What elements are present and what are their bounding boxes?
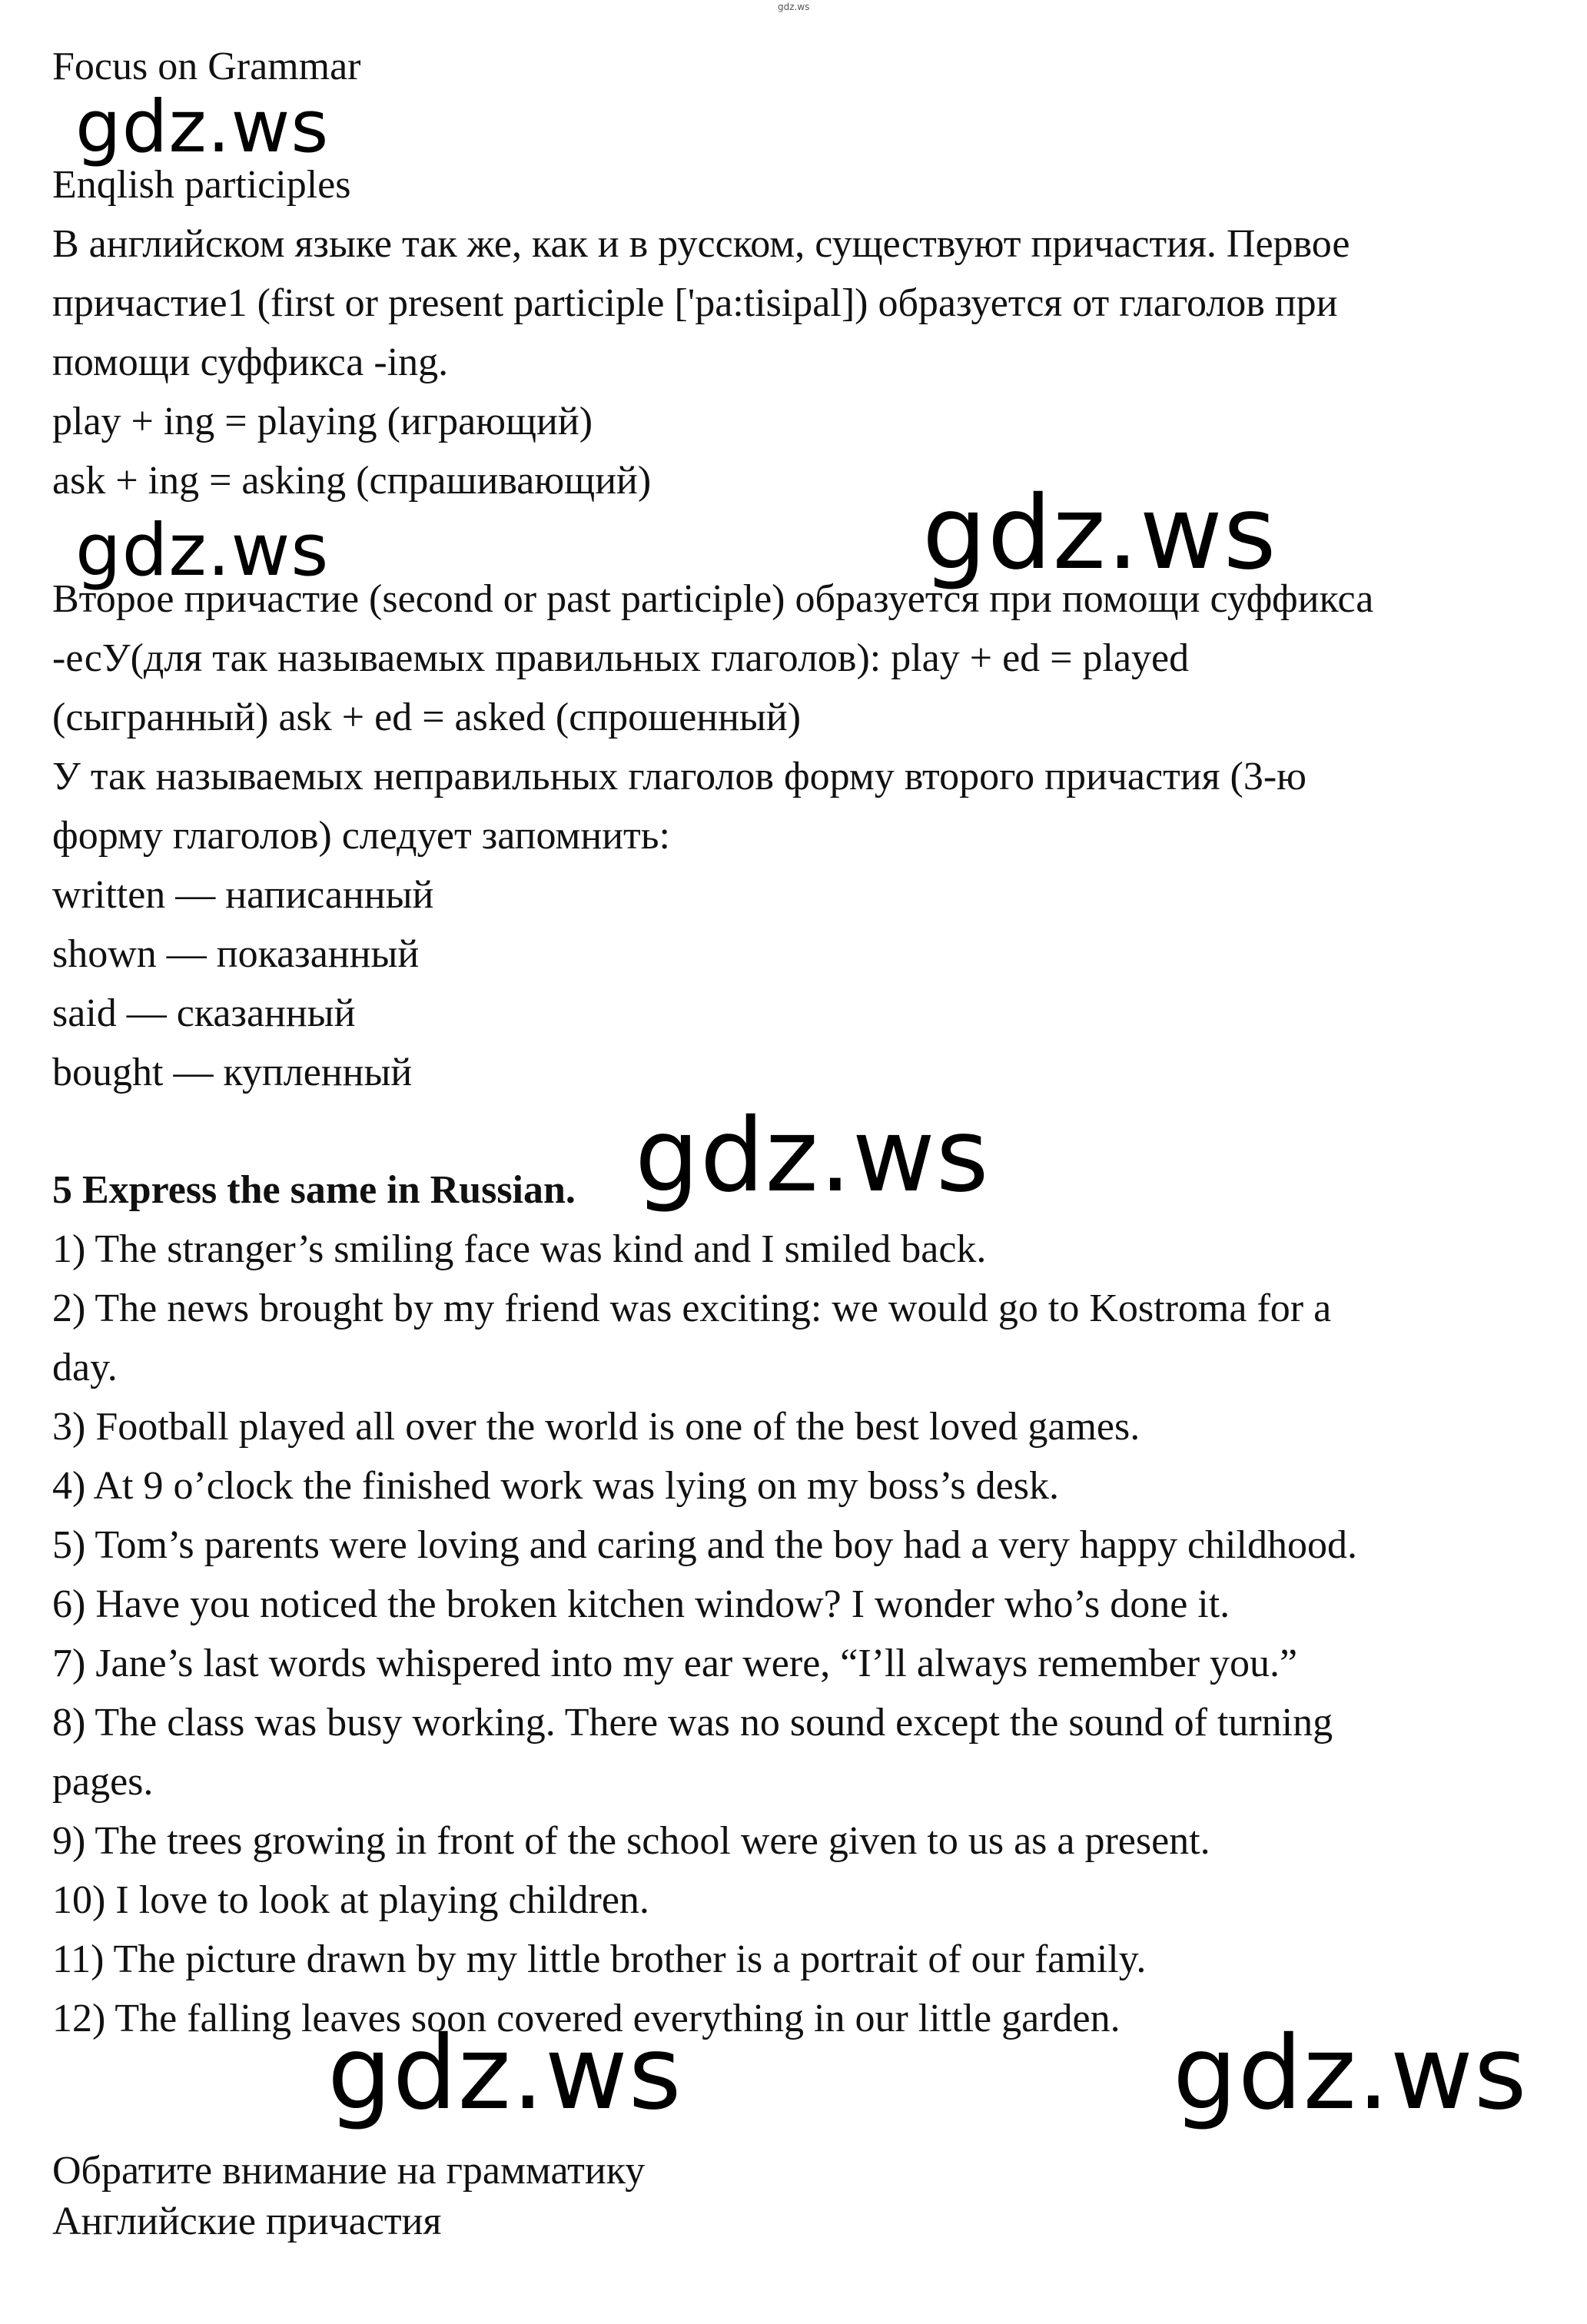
- intro-line: В английском языке так же, как и в русском, существуют причастия. Первое: [52, 222, 1350, 266]
- example-line: ask + ing = asking (спрашивающий): [52, 459, 652, 503]
- second-participle-line: (сыгранный) ask + ed = asked (спрошенный): [52, 696, 802, 739]
- exercise-line: 12) The falling leaves soon covered everything in our little garden.: [52, 1997, 1121, 2040]
- exercise-line: 8) The class was busy working. There was no sound except the sound of turning: [52, 1701, 1333, 1745]
- irregular-verb: shown — показанный: [52, 932, 420, 976]
- second-participle-line: У так называемых неправильных глаголов форму второго причастия (3-ю: [52, 755, 1307, 798]
- intro-line: помощи суффикса -ing.: [52, 340, 449, 384]
- exercise-line: 2) The news brought by my friend was exciting: we would go to Kostroma for a: [52, 1286, 1332, 1330]
- exercise-line: 3) Football played all over the world is one of the best loved games.: [52, 1405, 1140, 1449]
- footer-line: Обратите внимание на грамматику: [52, 2149, 646, 2193]
- watermark: gdz.ws: [75, 85, 330, 169]
- irregular-verb: written — написанный: [52, 873, 434, 917]
- irregular-verb: said — сказанный: [52, 991, 356, 1035]
- exercise-line: 9) The trees growing in front of the school were given to us as a present.: [52, 1819, 1210, 1863]
- exercise-line: 5) Tom’s parents were loving and caring and the boy had a very happy childhood.: [52, 1523, 1357, 1567]
- grammar-heading: Focus on Grammar: [52, 45, 361, 88]
- exercise-title: 5 Express the same in Russian.: [52, 1168, 576, 1212]
- participles-heading: Enqlish participles: [52, 163, 351, 207]
- footer-line: Английские причастия: [52, 2200, 442, 2243]
- intro-line: причастие1 (first or present participle ['pa:tisipal]) образуется от глаголов при: [52, 281, 1338, 325]
- second-participle-line: форму глаголов) следует запомнить:: [52, 814, 670, 858]
- second-participle-line: Второе причастие (second or past participle) образуется при помощи суффикса: [52, 577, 1374, 621]
- exercise-line: 10) I love to look at playing children.: [52, 1878, 649, 1922]
- second-participle-line: -есУ(для так называемых правильных глаголов): play + ed = played: [52, 636, 1190, 680]
- exercise-line: pages.: [52, 1760, 154, 1804]
- watermark: gdz.ws: [75, 509, 330, 593]
- exercise-line: day.: [52, 1346, 118, 1389]
- exercise-line: 11) The picture drawn by my little brother is a portrait of our family.: [52, 1937, 1147, 1981]
- exercise-line: 4) At 9 o’clock the finished work was lying on my boss’s desk.: [52, 1464, 1059, 1508]
- watermark: gdz.ws: [1173, 2014, 1528, 2133]
- example-line: play + ing = playing (играющий): [52, 400, 593, 443]
- watermark: gdz.ws: [635, 1097, 990, 1215]
- irregular-verb: bought — купленный: [52, 1051, 413, 1094]
- exercise-line: 7) Jane’s last words whispered into my ear were, “I’ll always remember you.”: [52, 1642, 1298, 1685]
- exercise-line: 6) Have you noticed the broken kitchen window? I wonder who’s done it.: [52, 1582, 1230, 1626]
- top-watermark: gdz.ws: [778, 2, 810, 12]
- exercise-line: 1) The stranger’s smiling face was kind and I smiled back.: [52, 1227, 987, 1271]
- watermark: gdz.ws: [327, 2014, 682, 2133]
- watermark: gdz.ws: [922, 474, 1277, 593]
